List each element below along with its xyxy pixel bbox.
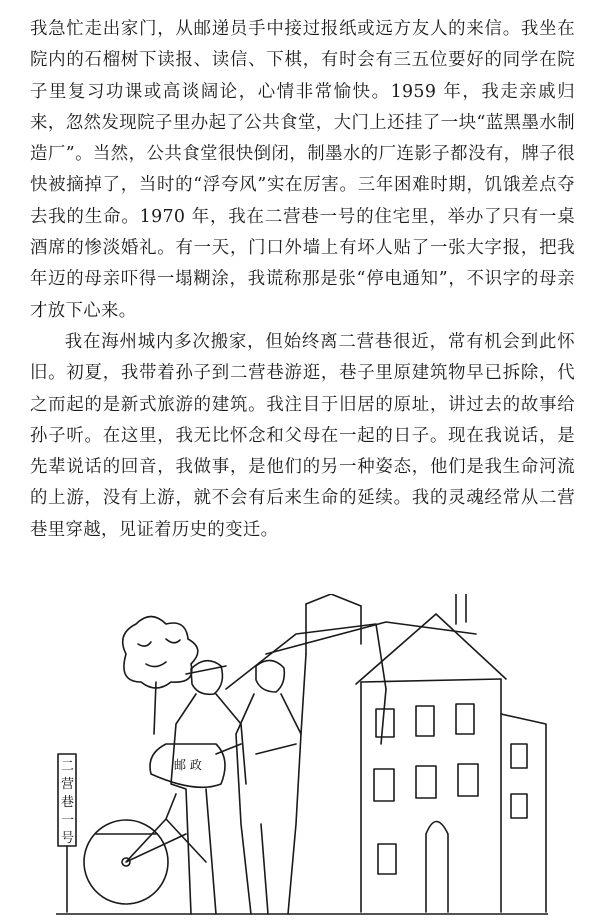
- sign-char-2: 营: [61, 777, 75, 792]
- street-sketch-illustration: [56, 594, 548, 916]
- sign-char-5: 号: [61, 831, 75, 846]
- resident-figure: [216, 660, 301, 914]
- postman-figure: [150, 661, 246, 914]
- paragraph-2: 我在海州城内多次搬家，但始终离二营巷很近，常有机会到此怀旧。初夏，我带着孙子到二营巷游逛，巷子里原建筑物早已拆除，代之而起的是新式旅游的建筑。我注目于旧居的原址，讲过去的故事给孙子听。在这里，我无比怀念和父母在一起的日子。现在我说话，是先辈说话的回音，我做事，是他们的另一种姿态，他们是我生命河流的上游，没有上游，就不会有后来生命的延续。我的灵魂经常从二营巷里穿越，见证着历史的变迁。: [30, 331, 575, 540]
- paragraph-1: 我急忙走出家门，从邮递员手中接过报纸或远方友人的来信。我坐在院内的石榴树下读报、读信、下棋，有时会有三五位要好的同学在院子里复习功课或高谈阔论，心情非常愉快。1959 年，我走亲戚归来，忽然发现院子里办起了公共食堂，大门上还挂了一块“蓝黑墨水制造厂”。当然，公共食堂很快倒闭，制墨水的厂连影子都没有，牌子很快被摘掉了，当时的“浮夸风”实在厉害。三年困难时期，饥饿差点夺去我的生命。1970 年，我在二营巷一号的住宅里，举办了只有一桌酒席的惨淡婚礼。有一天，门口外墙上有坏人贴了一张大字报，把我年迈的母亲吓得一塌糊涂，我谎称那是张“停电通知”，不识字的母亲才放下心来。: [30, 19, 575, 321]
- bag-text: 邮 政: [174, 758, 202, 772]
- sign-char-4: 一: [61, 813, 75, 828]
- sign-char-3: 巷: [61, 795, 75, 810]
- sign-char-1: 二: [61, 759, 75, 774]
- tree: [123, 617, 198, 735]
- street-sign: [58, 754, 76, 912]
- article-body: [30, 14, 575, 546]
- buildings: [226, 594, 546, 912]
